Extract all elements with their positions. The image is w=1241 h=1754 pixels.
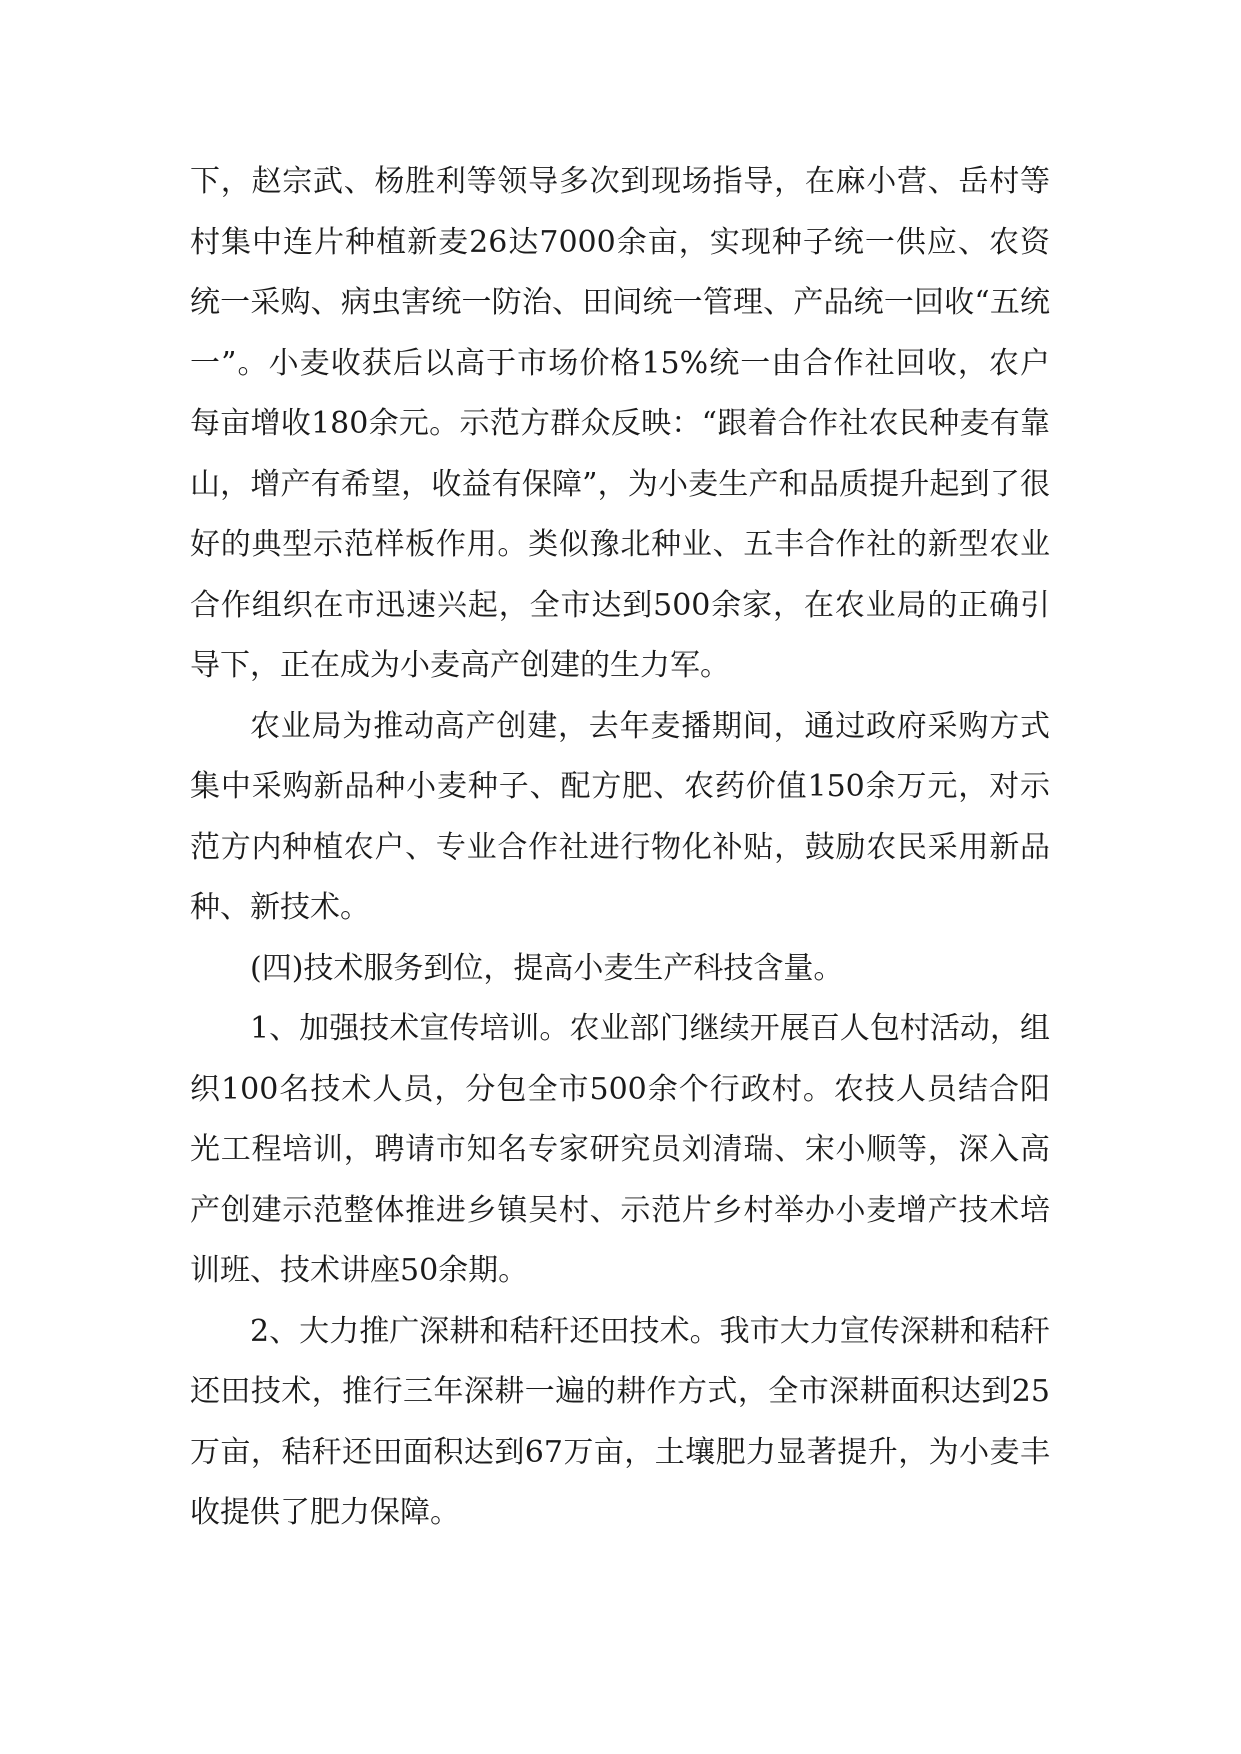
paragraph-technical-training: 1、加强技术宣传培训。农业部门继续开展百人包村活动，组织100名技术人员，分包全市500余个行政村。农技人员结合阳光工程培训，聘请市知名专家研究员刘清瑞、宋小顺等，深入高产创建示范整体推进乡镇吴村、示范片乡村举办小麦增产技术培训班、技术讲座50余期。 [190,1011,1050,1288]
paragraph-cooperative-demonstration: 下，赵宗武、杨胜利等领导多次到现场指导，在麻小营、岳村等村集中连片种植新麦26达7000余亩，实现种子统一供应、农资统一采购、病虫害统一防治、田间统一管理、产品统一回收“五统一”。小麦收获后以高于市场价格15%统一由合作社回收，农户每亩增收180余元。示范方群众反映：“跟着合作社农民种麦有靠山，增产有希望，收益有保障”，为小麦生产和品质提升起到了很好的典型示范样板作用。类似豫北种业、五丰合作社的新型农业合作组织在市迅速兴起，全市达到500余家，在农业局的正确引导下，正在成为小麦高产创建的生力军。 [190,164,1050,683]
paragraph-procurement-subsidy: 农业局为推动高产创建，去年麦播期间，通过政府采购方式集中采购新品种小麦种子、配方肥、农药价值150余万元，对示范方内种植农户、专业合作社进行物化补贴，鼓励农民采用新品种、新技术。 [190,708,1050,925]
section-heading-technical-service: (四)技术服务到位，提高小麦生产科技含量。 [250,950,844,986]
document-page [190,152,1050,1544]
paragraph-deep-tillage: 2、大力推广深耕和秸秆还田技术。我市大力宣传深耕和秸秆还田技术，推行三年深耕一遍的耕作方式，全市深耕面积达到25万亩，秸秆还田面积达到67万亩，土壤肥力显著提升，为小麦丰收提供了肥力保障。 [190,1313,1050,1530]
